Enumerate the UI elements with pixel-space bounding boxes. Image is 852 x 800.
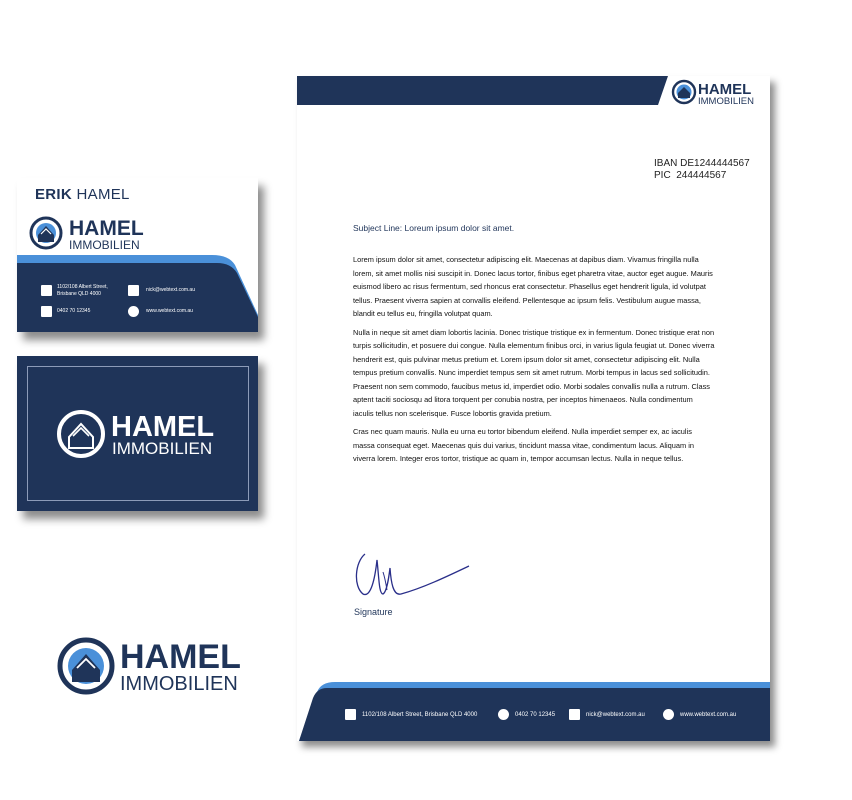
- phone-icon: [498, 709, 509, 720]
- card-address: 1102/108 Albert Street, Brisbane QLD 4000: [57, 284, 108, 297]
- card-front-logo: [29, 214, 169, 254]
- globe-icon: [128, 306, 139, 317]
- business-card-back: [17, 356, 258, 511]
- letterhead-brand-name: HAMEL: [698, 81, 752, 98]
- footer-email: nick@webtext.com.au: [586, 712, 645, 718]
- house-logo-icon: [673, 81, 695, 103]
- card-website: www.webtext.com.au: [146, 308, 193, 314]
- footer-phone: 0402 70 12345: [515, 712, 556, 718]
- house-logo-icon: [59, 412, 103, 456]
- handwritten-signature: [353, 548, 473, 608]
- phone-icon: [41, 306, 52, 317]
- email-icon: [569, 709, 580, 720]
- location-icon: [345, 709, 356, 720]
- paragraph: Nulla in neque sit amet diam lobortis lacinia. Donec tristique tristique ex in fermentum. Donec tristique erat non turpis sollicitudin, et posuere dui congue. Nulla elementum finibus orci, in varius ligula feugiat ut. Donec viverra hendrerit est, quis pulvinar metus pretium et. Lorem ipsum dolor sit amet, consectetur adipiscing elit. Nulla tempus pretium convallis. Nunc imperdiet tempus sem sit amet rutrum. Morbi tempus in lacus sed sollicitudin. Praesent non sem commodo, faucibus metus id, imperdiet odio. Morbi sodales convallis nulla a rutrum. Class aptent taciti sociosqu ad litora torquent per conubia nostra, per inceptos himenaeos. Nulla condimentum iaculis tellus non scelerisque. Fusce lobortis gravida pretium.: [353, 327, 715, 418]
- globe-icon: [663, 709, 674, 720]
- main-logo: [56, 636, 256, 696]
- letter-body: [353, 253, 715, 471]
- card-phone: 0402 70 12345: [57, 308, 91, 314]
- card-front-brand-name: HAMEL: [69, 217, 144, 240]
- card-back-logo: [55, 406, 235, 462]
- card-email: nick@webtext.com.au: [146, 287, 195, 293]
- footer-website: www.webtext.com.au: [680, 712, 737, 718]
- location-icon: [41, 285, 52, 296]
- card-holder-name: ERIK HAMEL: [35, 186, 130, 203]
- pic: PIC 244444567: [654, 170, 727, 181]
- letterhead-brand-subtitle: IMMOBILIEN: [698, 96, 754, 107]
- main-logo-brand-name: HAMEL: [120, 638, 241, 676]
- signature-label: Signature: [354, 607, 393, 617]
- iban: IBAN DE1244444567: [654, 158, 750, 169]
- letterhead-logo: [671, 78, 769, 108]
- letterhead-page: [297, 76, 770, 741]
- email-icon: [128, 285, 139, 296]
- card-front-brand-subtitle: IMMOBILIEN: [69, 238, 140, 252]
- card-back-brand-subtitle: IMMOBILIEN: [112, 439, 213, 458]
- subject-line: Subject Line: Loreum ipsum dolor sit amet.: [353, 223, 515, 233]
- business-card-front: [17, 178, 258, 332]
- bank-details: [654, 158, 750, 182]
- card-back-brand-name: HAMEL: [111, 411, 215, 443]
- paragraph: Lorem ipsum dolor sit amet, consectetur adipiscing elit. Maecenas at dapibus diam. Vivamus fringilla nulla lorem, sit amet mollis nisi suscipit in. Donec lacus tortor, finibus eget pharetra vitae, auctor eget augue. Mauris euismod libero ac risus fermentum, sed rhoncus erat consectetur. Phasellus eget hendrerit ligula, id volutpat tellus. Praesent viverra sapien at convallis eleifend. Pellentesque ac ipsum felis. Vestibulum augue massa, blandit eu tellus eu, fringilla volutpat quam.: [353, 255, 713, 318]
- footer-address: 1102/108 Albert Street, Brisbane QLD 4000: [362, 712, 478, 718]
- house-logo-icon: [60, 640, 112, 692]
- paragraph: Cras nec quam mauris. Nulla eu urna eu tortor bibendum eleifend. Nulla imperdiet semper ex, ac iaculis massa consequat eget. Maecenas quis dui varius, tincidunt massa vitae, condimentum lacus. Aliquam in viverra lorem. Integer eros tortor, tristique ac quam in, tempor accumsan lectus. Nulla in neque tellus.: [353, 427, 694, 463]
- main-logo-brand-subtitle: IMMOBILIEN: [120, 673, 238, 695]
- house-logo-icon: [31, 218, 61, 248]
